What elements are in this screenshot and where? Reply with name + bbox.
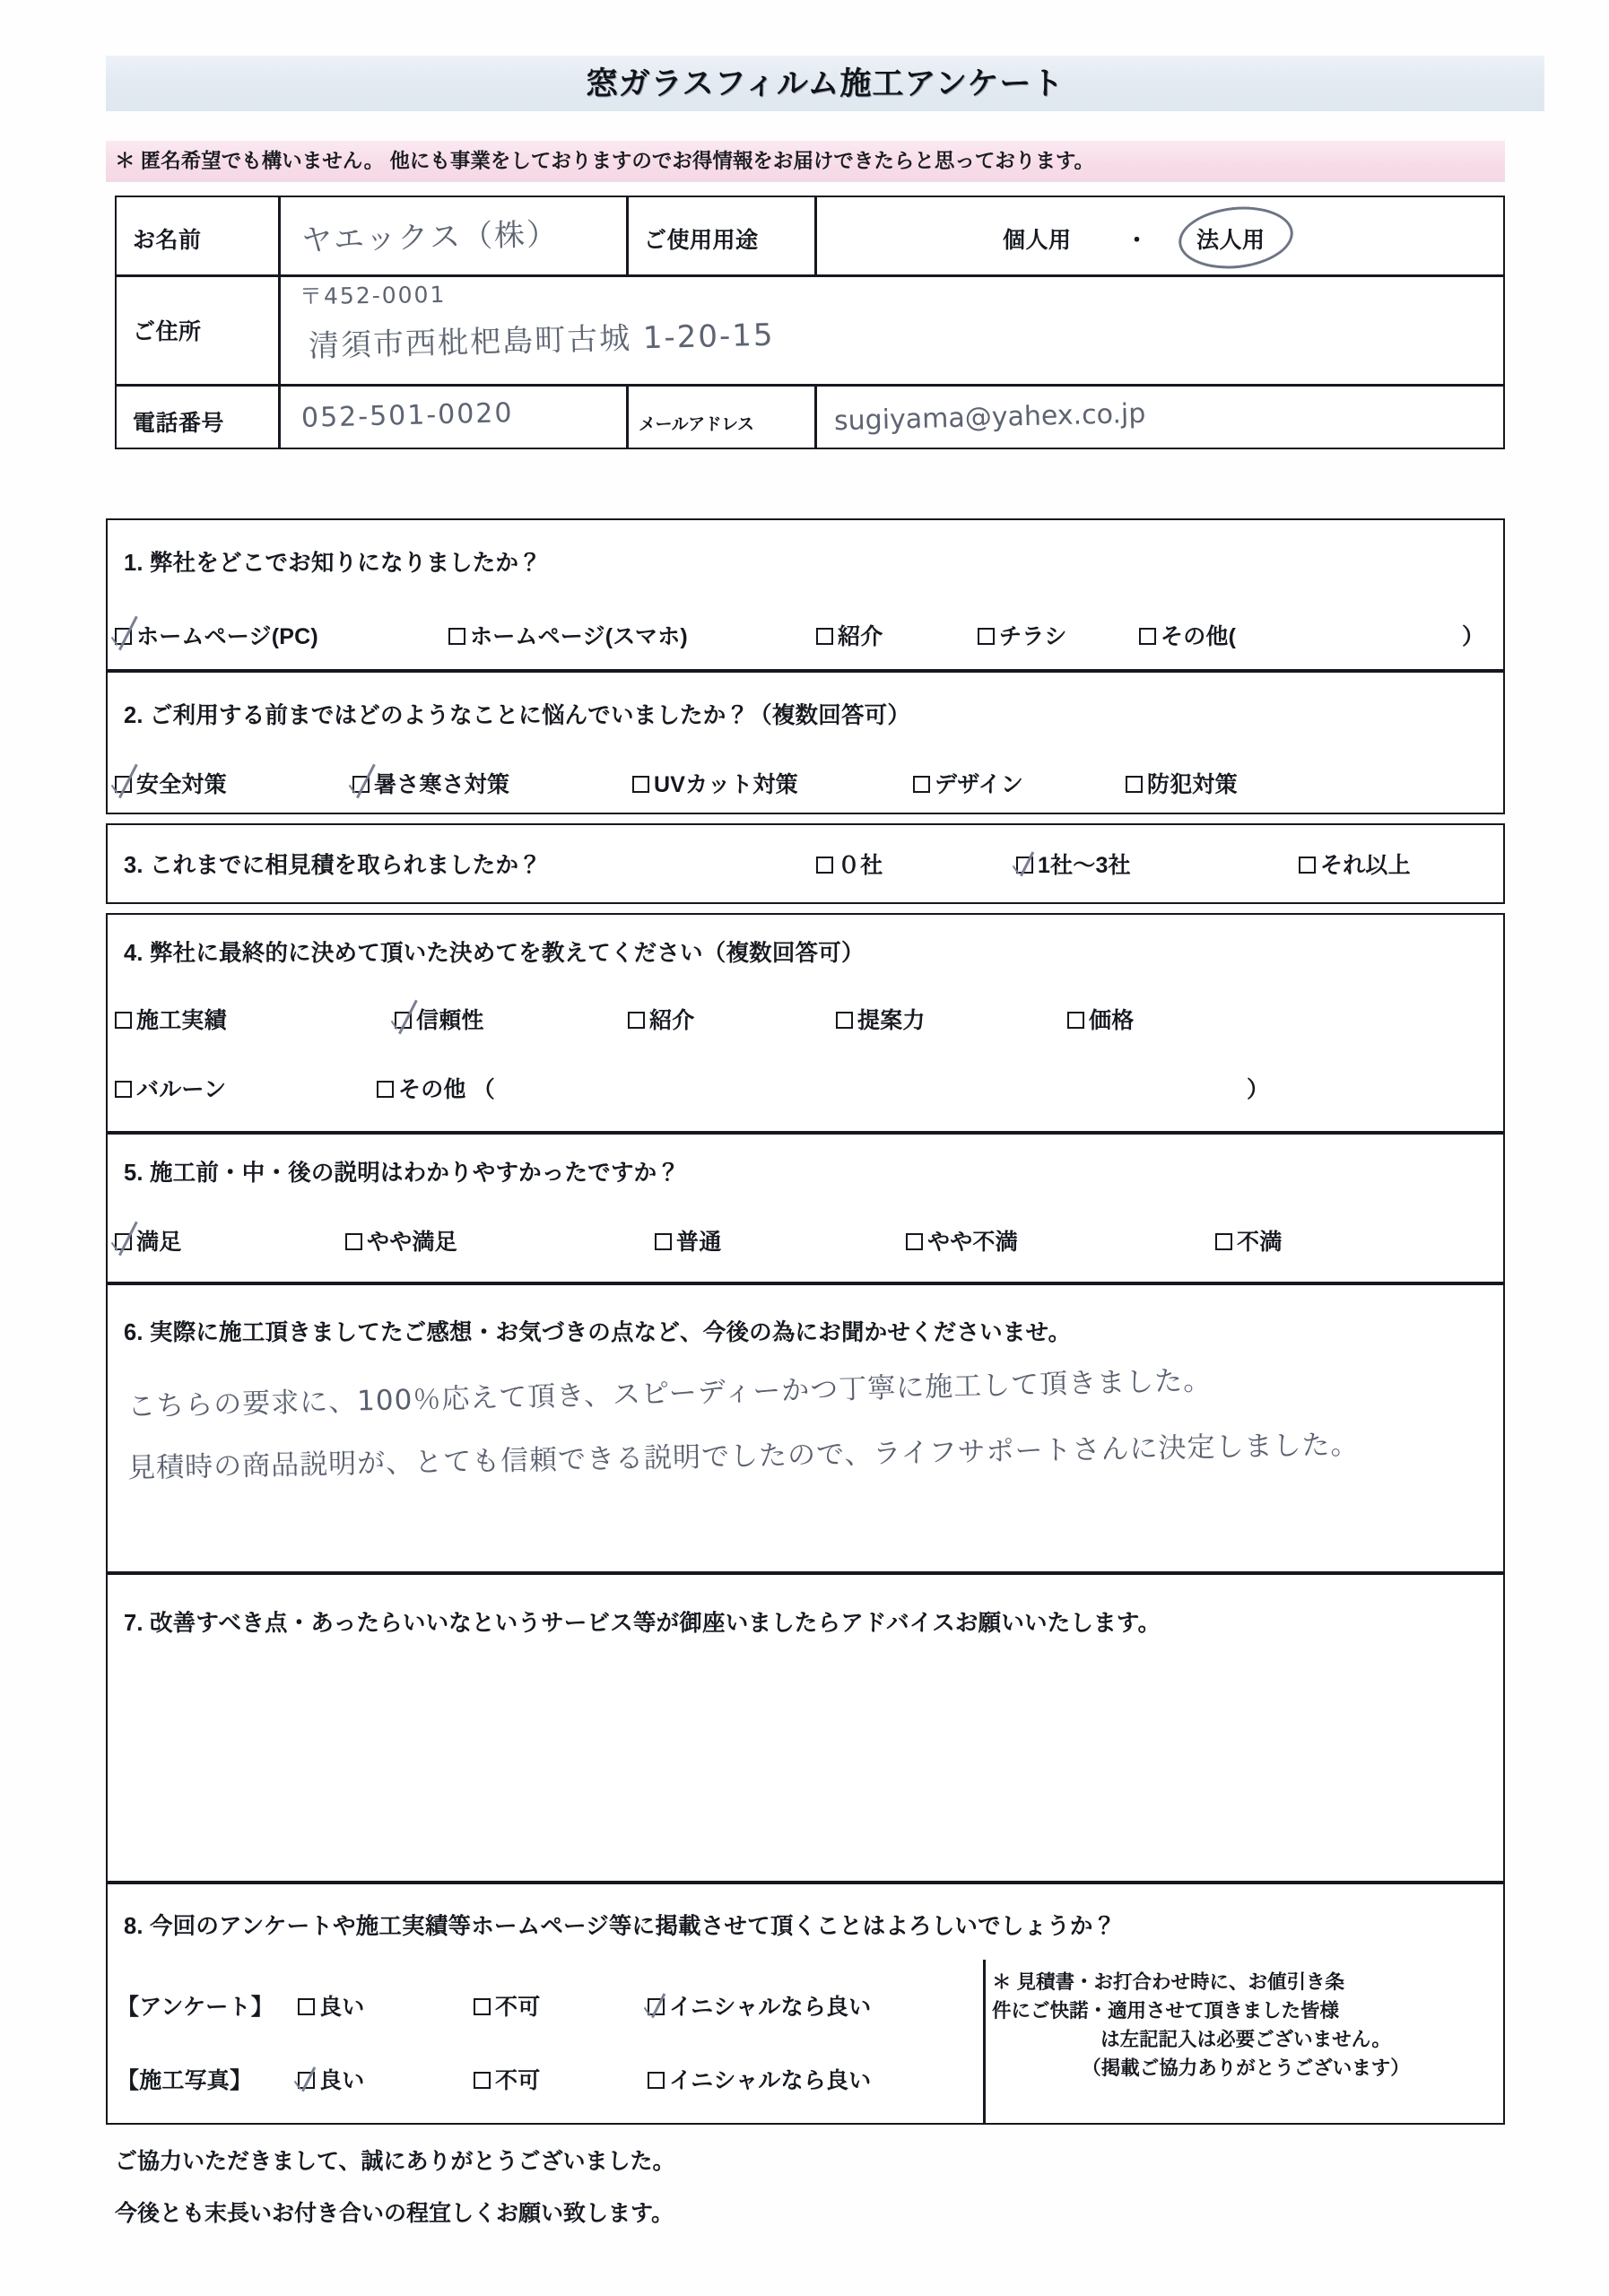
q1-option-label-0: ホームページ(PC) [136, 624, 318, 649]
q2-option-0[interactable] [115, 767, 227, 799]
q2-checkbox-2[interactable] [632, 776, 649, 793]
question-6-answer-line-1[interactable]: こちらの要求に、100％応えて頂き、スピーディーかつ丁寧に施工して頂きました。 [126, 1364, 1213, 1423]
q8-row-1-option-label-2: イニシャルなら良い [669, 2068, 872, 2093]
q5-option-2[interactable] [655, 1224, 721, 1257]
q2-option-label-3: デザイン [935, 772, 1024, 797]
q5-option-0[interactable] [115, 1224, 181, 1257]
q1-option-other-close: ） [1462, 624, 1485, 649]
q2-checkbox-0[interactable] [115, 776, 132, 793]
usage-separator: ・ [1126, 228, 1149, 253]
q4-checkbox-4[interactable] [1067, 1012, 1084, 1029]
q8-row-1-checkbox-0[interactable] [298, 2072, 315, 2089]
q5-checkbox-3[interactable] [906, 1233, 923, 1250]
q8-row-1-label: 【施工写真】 [117, 2068, 253, 2093]
question-4-text: 4. 弊社に最終的に決めて頂いた決めてを教えてください（複数回答可） [124, 941, 865, 966]
question-8-text: 8. 今回のアンケートや施工実績等ホームページ等に掲載させて頂くことはよろしいでしょうか？ [124, 1914, 1117, 1939]
q4-option-label-4: 価格 [1089, 1008, 1135, 1033]
q4-checkbox-3[interactable] [836, 1012, 853, 1029]
q4-checkbox-1[interactable] [395, 1012, 412, 1029]
question-5-text: 5. 施工前・中・後の説明はわかりやすかったですか？ [124, 1161, 681, 1186]
q3-option-1[interactable] [1016, 848, 1131, 880]
address-label: ご住所 [133, 319, 202, 344]
question-1-text: 1. 弊社をどこでお知りになりましたか？ [124, 551, 542, 576]
q8-row-1-option-label-1: 不可 [495, 2068, 541, 2093]
notice-text: ＊ 匿名希望でも構いません。 他にも事業をしておりますのでお得情報をお届けできたらと思っております。 [115, 150, 1095, 172]
q8-row-1-option-2[interactable] [648, 2063, 871, 2095]
q1-checkbox-0[interactable] [115, 628, 132, 645]
q1-option-label-3: チラシ [999, 624, 1067, 649]
q3-checkbox-1[interactable] [1016, 857, 1033, 874]
q1-option-0[interactable] [115, 619, 318, 651]
usage-option-corporate[interactable]: 法人用 [1196, 228, 1265, 253]
footer-line-2: 今後とも末長いお付き合いの程宜しくお願い致します。 [115, 2201, 674, 2226]
q2-checkbox-3[interactable] [913, 776, 930, 793]
q4-option-label-0: 施工実績 [136, 1008, 227, 1033]
q4-checkbox-2[interactable] [628, 1012, 645, 1029]
q8-row-0-checkbox-1[interactable] [474, 1998, 491, 2015]
q2-checkbox-4[interactable] [1126, 776, 1143, 793]
q8-row-0-checkbox-2[interactable] [648, 1998, 665, 2015]
address-value: 清須市西枇杷島町古城 1-20-15 [308, 317, 776, 365]
phone-value: 052-501-0020 [300, 397, 514, 434]
q1-checkbox-2[interactable] [816, 628, 833, 645]
q8-note-line-2: は左記記入は必要ございません。 [1100, 2029, 1391, 2050]
q1-option-2[interactable] [816, 619, 883, 651]
q8-row-0-option-label-2: イニシャルなら良い [669, 1995, 872, 2020]
q8-row-1-option-1[interactable] [474, 2063, 540, 2095]
q1-option-3[interactable] [978, 619, 1067, 651]
customer-table-col-3 [814, 196, 817, 274]
customer-table-col-4 [626, 384, 629, 449]
q4-checkbox-5[interactable] [115, 1081, 132, 1098]
q4-option-2[interactable] [628, 1003, 694, 1035]
q5-checkbox-0[interactable] [115, 1233, 132, 1250]
q1-option-4[interactable] [1139, 619, 1236, 651]
q5-checkbox-4[interactable] [1215, 1233, 1232, 1250]
q2-option-label-4: 防犯対策 [1147, 772, 1238, 797]
q8-row-1-option-0[interactable] [298, 2063, 364, 2095]
q2-option-4[interactable] [1126, 767, 1238, 799]
q2-option-1[interactable] [352, 767, 509, 799]
email-label: メールアドレス [639, 415, 754, 434]
q5-option-label-3: やや不満 [927, 1230, 1018, 1255]
q3-option-label-1: 1社～3社 [1038, 853, 1131, 878]
q4-checkbox-6[interactable] [377, 1081, 394, 1098]
question-3-text: 3. これまでに相見積を取られましたか？ [124, 853, 542, 878]
q4-option-label-5: バルーン [136, 1077, 227, 1102]
customer-table-col-2 [626, 196, 629, 274]
usage-label: ご使用用途 [644, 228, 759, 253]
q4-option-5[interactable] [115, 1072, 226, 1104]
q1-option-label-2: 紹介 [838, 624, 883, 649]
question-7-text: 7. 改善すべき点・あったらいいなというサービス等が御座いましたらアドバイスお願いいたします。 [124, 1611, 1161, 1636]
email-value: sugiyama@yahex.co.jp [833, 397, 1146, 438]
customer-table-divider-2 [115, 384, 1505, 387]
q8-row-1-option-label-0: 良い [319, 2068, 365, 2093]
q1-checkbox-4[interactable] [1139, 628, 1156, 645]
q4-option-6[interactable] [377, 1072, 495, 1104]
q3-option-0[interactable] [816, 848, 883, 880]
q5-option-label-1: やや満足 [367, 1230, 457, 1255]
question-2-box [106, 671, 1505, 814]
name-label: お名前 [133, 228, 202, 253]
q4-option-label-3: 提案力 [857, 1008, 926, 1033]
q2-option-label-2: UVカット対策 [654, 772, 798, 797]
q2-checkbox-1[interactable] [352, 776, 370, 793]
q4-checkbox-0[interactable] [115, 1012, 132, 1029]
customer-table-divider-1 [115, 274, 1505, 277]
q8-row-1-checkbox-2[interactable] [648, 2072, 665, 2089]
q8-row-0-option-label-1: 不可 [495, 1995, 541, 2020]
q5-option-label-4: 不満 [1237, 1230, 1283, 1255]
usage-option-personal[interactable]: 個人用 [1003, 228, 1072, 253]
q5-checkbox-1[interactable] [345, 1233, 362, 1250]
postal-code-value: 〒452-0001 [299, 281, 447, 310]
q8-note-divider [983, 1960, 986, 2125]
q4-option-label-6: その他 （ [398, 1077, 495, 1102]
customer-table-col-5 [814, 384, 817, 449]
footer-line-1: ご協力いただきまして、誠にありがとうございました。 [115, 2149, 675, 2174]
question-6-answer-line-2[interactable]: 見積時の商品説明が、とても信頼できる説明でしたので、ライフサポートさんに決定しました。 [126, 1428, 1360, 1485]
question-6-text: 6. 実際に施工頂きましてたご感想・お気づきの点など、今後の為にお聞かせくださいませ。 [124, 1320, 1072, 1345]
q4-option-label-1: 信頼性 [416, 1008, 484, 1033]
q5-option-3[interactable] [906, 1224, 1018, 1257]
q8-row-0-checkbox-0[interactable] [298, 1998, 315, 2015]
q5-option-4[interactable] [1215, 1224, 1282, 1257]
q1-checkbox-3[interactable] [978, 628, 995, 645]
customer-table-col-1 [278, 196, 281, 449]
q4-option-0[interactable] [115, 1003, 227, 1035]
q8-row-0-option-0[interactable] [298, 1989, 364, 2022]
q4-option-label-2: 紹介 [649, 1008, 695, 1033]
q5-option-label-2: 普通 [676, 1230, 722, 1255]
q5-checkbox-2[interactable] [655, 1233, 672, 1250]
q4-option-1[interactable] [395, 1003, 484, 1035]
q3-option-2[interactable] [1299, 848, 1411, 880]
q4-option-3[interactable] [836, 1003, 926, 1035]
q8-note-line-1: 件にご快諾・適用させて頂きました皆様 [992, 2000, 1340, 2022]
q8-note-line-0: ＊ 見積書・お打合わせ時に、お値引き条 [992, 1971, 1344, 1993]
q5-option-1[interactable] [345, 1224, 457, 1257]
q3-checkbox-0[interactable] [816, 857, 833, 874]
phone-label: 電話番号 [133, 411, 225, 436]
q2-option-3[interactable] [913, 767, 1023, 799]
q8-note-line-3: （掲載ご協力ありがとうございます） [1082, 2057, 1410, 2079]
q8-row-0-option-label-0: 良い [319, 1995, 365, 2020]
page-title: 窓ガラスフィルム施工アンケート [586, 66, 1065, 101]
q8-row-0-option-1[interactable] [474, 1989, 540, 2022]
q8-row-0-label: 【アンケート】 [117, 1995, 274, 2020]
q8-row-1-checkbox-1[interactable] [474, 2072, 491, 2089]
q8-row-0-option-2[interactable] [648, 1989, 871, 2022]
q1-option-label-4: その他( [1161, 624, 1237, 649]
q2-option-label-1: 暑さ寒さ対策 [374, 772, 510, 797]
q3-checkbox-2[interactable] [1299, 857, 1316, 874]
q4-option-4[interactable] [1067, 1003, 1134, 1035]
question-2-text: 2. ご利用する前まではどのようなことに悩んでいましたか？（複数回答可） [124, 703, 911, 728]
q3-option-label-2: それ以上 [1320, 853, 1411, 878]
q2-option-2[interactable] [632, 767, 798, 799]
q5-option-label-0: 満足 [136, 1230, 182, 1255]
q1-option-1[interactable] [448, 619, 688, 651]
q2-option-label-0: 安全対策 [136, 772, 227, 797]
q1-checkbox-1[interactable] [448, 628, 465, 645]
q3-option-label-0: ０社 [838, 853, 883, 878]
q1-option-label-1: ホームページ(スマホ) [470, 624, 688, 649]
q4-option-other-close: ） [1247, 1077, 1270, 1102]
name-value: ヤエックス（株） [300, 216, 560, 259]
